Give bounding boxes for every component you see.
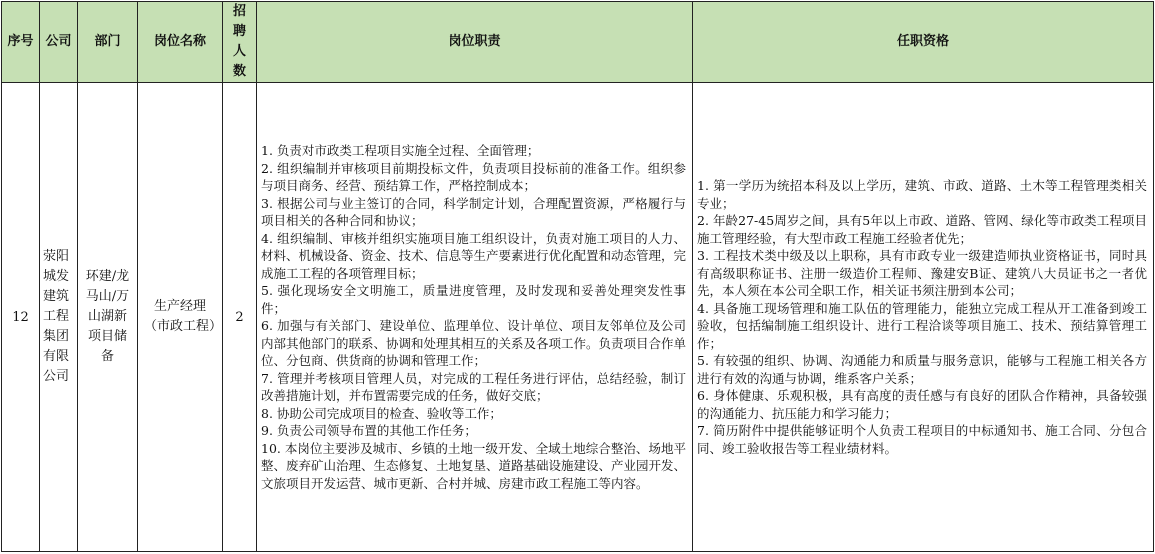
duty-item: 1. 负责对市政类工程项目实施全过程、全面管理； — [261, 143, 540, 158]
duties-cell — [257, 83, 693, 552]
duty-item: 3. 根据公司与业主签订的合同，科学制定计划，合理配置资源，严格履行与项目相关的各种合同和协议； — [261, 195, 686, 228]
duty-item: 5. 强化现场安全文明施工，质量进度管理，及时发现和妥善处理突发性事件； — [261, 283, 686, 316]
header-count: 招聘人数 — [223, 2, 257, 83]
requirement-item: 5. 有较强的组织、协调、沟通能力和质量与服务意识，能够与工程施工相关各方进行有效的沟通与协调，维系客户关系； — [697, 353, 1147, 386]
row-dept: 环建/龙马山/万山湖新项目储备 — [78, 83, 138, 552]
requirement-item: 4. 具备施工现场管理和施工队伍的管理能力，能独立完成工程从开工准备到竣工验收，包括编制施工组织设计、进行工程洽谈等项目施工、技术、预结算管理工作； — [697, 300, 1147, 351]
duty-item: 10. 本岗位主要涉及城市、乡镇的土地一级开发、全域土地综合整治、场地平整、废弃矿山治理、生态修复、土地复垦、道路基础设施建设、产业园开发、文旅项目开发运营、城市更新、合村并城、房建市政工程施工等内容。 — [261, 440, 687, 491]
header-dept: 部门 — [78, 2, 138, 83]
duty-item: 2. 组织编制并审核项目前期投标文件，负责项目投标前的准备工作。组织参与项目商务、经营、预结算工作，严格控制成本； — [261, 160, 686, 193]
table-body — [2, 83, 1154, 552]
row-num: 12 — [2, 83, 40, 552]
duty-item: 6. 加强与有关部门、建设单位、监理单位、设计单位、项目友邻单位及公司内部其他部门的联系、协调和处理其相互的关系及各项工作。负责项目合作单位、分包商、供货商的协调和管理工作； — [261, 318, 687, 368]
table-row — [2, 83, 1154, 552]
requirement-item: 2. 年龄27-45周岁之间，具有5年以上市政、道路、管网、绿化等市政类工程项目施工管理经验，有大型市政工程施工经验者优先； — [697, 213, 1147, 246]
requirements-cell — [693, 83, 1154, 552]
recruitment-table — [1, 1, 1154, 552]
requirement-item: 1. 第一学历为统招本科及以上学历，建筑、市政、道路、土木等工程管理类相关专业； — [697, 178, 1147, 211]
row-company: 荥阳城发建筑工程集团有限公司 — [40, 83, 78, 552]
table-header — [2, 2, 1154, 83]
duty-item: 8. 协助公司完成项目的检查、验收等工作； — [261, 405, 502, 421]
row-count: 2 — [223, 83, 257, 552]
requirement-item: 7. 简历附件中提供能够证明个人负责工程项目的中标通知书、施工合同、分包合同、竣工验收报告等工程业绩材料。 — [697, 423, 1147, 456]
duty-item: 9. 负责公司领导布置的其他工作任务； — [261, 423, 477, 438]
header-row — [2, 2, 1154, 83]
header-post: 岗位名称 — [138, 2, 223, 83]
duty-item: 7. 管理并考核项目管理人员，对完成的工程任务进行评估，总结经验，制订改善措施计划，并布置需要完成的任务，做好交底； — [261, 370, 686, 403]
requirement-item: 3. 工程技术类中级及以上职称，具有市政专业一级建造师执业资格证书，同时具有高级职称证书、注册一级造价工程师、豫建安B证、建筑八大员证书之一者优先，本人须在本公司全职工作，相关证书须注册到本公司； — [697, 248, 1147, 298]
requirement-item: 6. 身体健康、乐观积极，具有高度的责任感与有良好的团队合作精神，具备较强的沟通能力、抗压能力和学习能力； — [697, 388, 1147, 421]
row-post: 生产经理（市政工程） — [138, 83, 223, 552]
header-duties: 岗位职责 — [257, 2, 693, 83]
header-company: 公司 — [40, 2, 78, 83]
duty-item: 4. 组织编制、审核并组织实施项目施工组织设计，负责对施工项目的人力、材料、机械设备、资金、技术、信息等生产要素进行优化配置和动态管理，完成施工工程的各项管理目标； — [261, 230, 687, 281]
header-num: 序号 — [2, 2, 40, 83]
header-requirements: 任职资格 — [693, 2, 1154, 83]
